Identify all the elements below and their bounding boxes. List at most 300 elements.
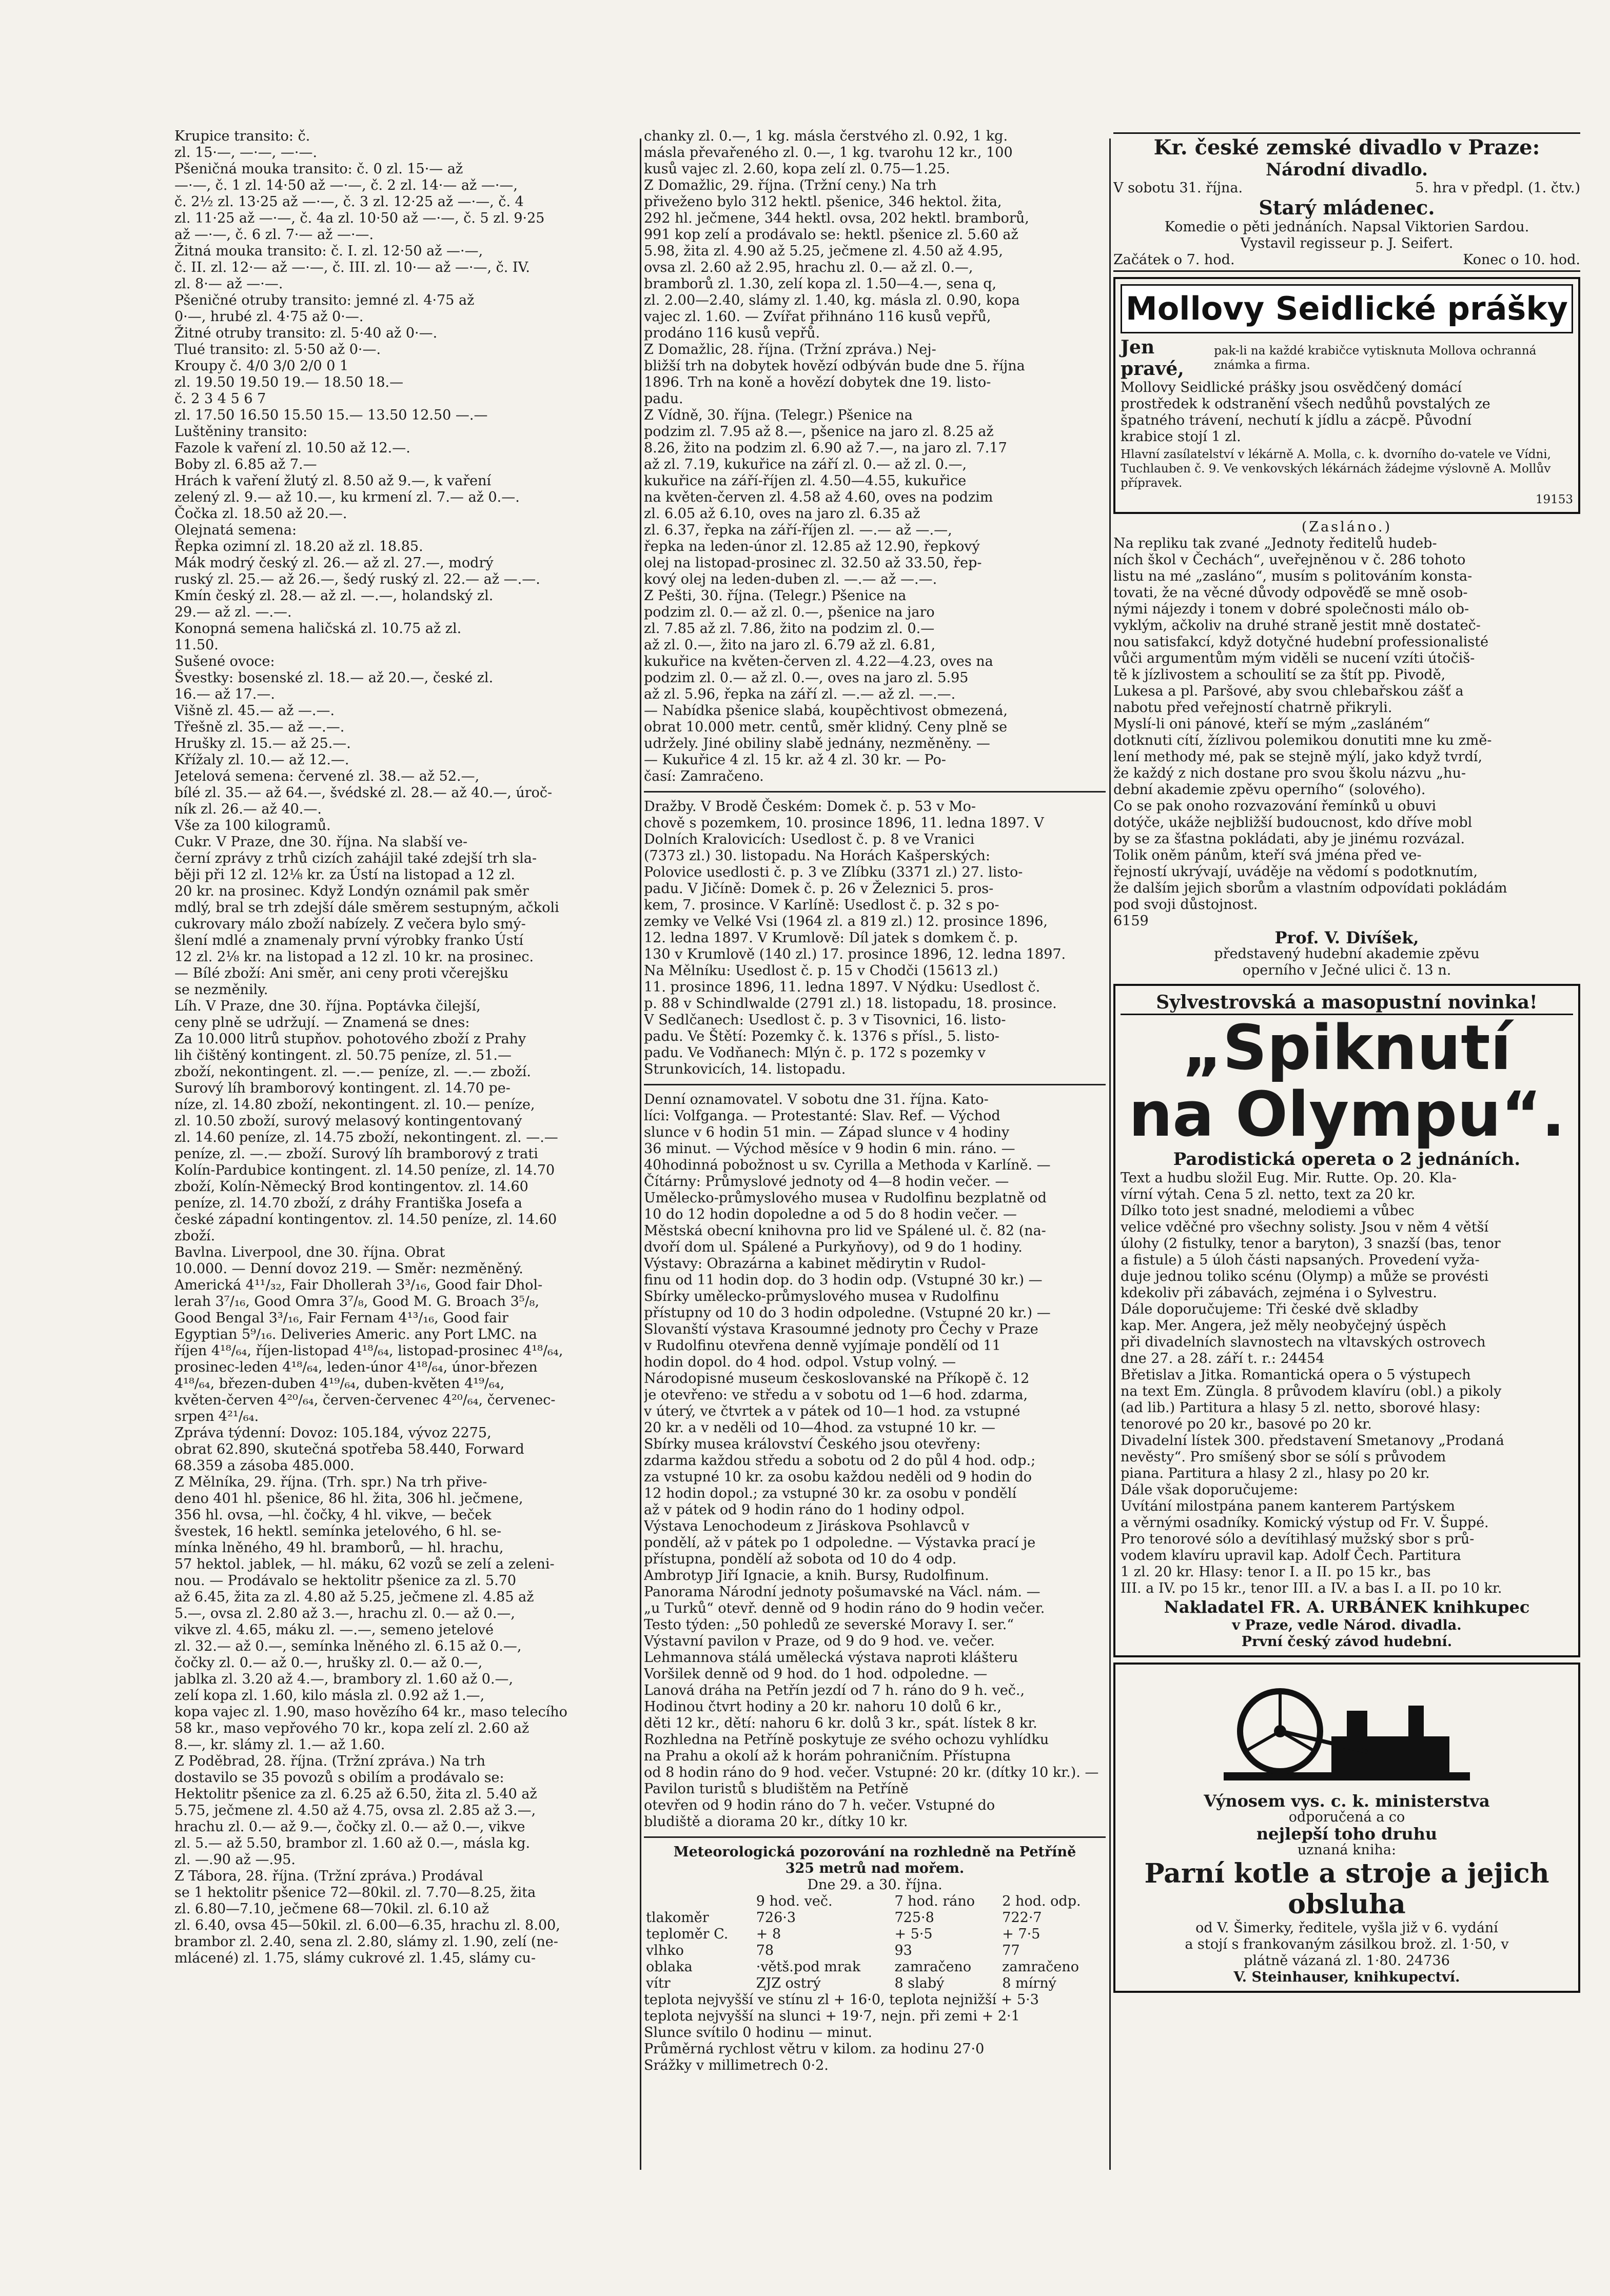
text-line: špatného trávení, nechutí k jídlu a zácpě. Původní — [1121, 412, 1472, 428]
text-line: Umělecko-průmyslového musea v Rudolfinu bezplatně od — [644, 1190, 1047, 1206]
text-line: Tolik oněm pánům, kteří svá jména před ve- — [1113, 847, 1422, 863]
text-line: Sbírky umělecko-průmyslového musea v Rudolfinu — [644, 1289, 999, 1304]
weather-cell: ZJZ ostrý — [756, 1975, 821, 1991]
text-line: deno 401 hl. pšenice, 86 hl. žita, 306 hl. ječmene, — [174, 1491, 523, 1507]
text-line: Slovanští výstava Krasoumné jednoty pro Čechy v Praze — [644, 1321, 1038, 1337]
text-line: černí zprávy z trhů cizích zahájil také zdejší trh sla- — [174, 850, 537, 866]
weather-cell: zamračeno — [894, 1959, 972, 1975]
text-line: tě k jízlivostem a schoulití se za štít pp. Pivodě, — [1113, 667, 1446, 683]
text-line: prosinec-leden 4¹⁸/₆₄, leden-únor 4¹⁸/₆₄, únor-březen — [174, 1359, 538, 1375]
bookshop-signature: V. Steinhauser, knihkupectví. — [1233, 1969, 1460, 1985]
text-line: zboží. — [174, 1228, 215, 1244]
text-line: olej na listopad-prosinec zl. 32.50 až 33.50, řep- — [644, 555, 982, 571]
weather-cell: vlhko — [646, 1943, 684, 1958]
text-line: Lukesa a pl. Paršové, aby svou chlebařskou zášť a — [1113, 683, 1464, 699]
text-line: podzim zl. 7.95 až 8.—, pšenice na jaro zl. 8.25 až — [644, 424, 994, 440]
weather-header-cell: 2 hod. odp. — [1002, 1893, 1081, 1909]
text-line: při divadelních slavnostech na vltavských ostrovech — [1121, 1334, 1486, 1350]
moll-ad-number: 19153 — [1535, 493, 1573, 506]
weather-cell: 77 — [1002, 1943, 1020, 1958]
text-line: ruský zl. 25.— až 26.—, šedý ruský zl. 22.— až —.—. — [174, 571, 540, 587]
steam-boiler-advertisement — [1113, 1662, 1580, 1993]
text-line: Dílko toto jest snadné, melodiemi a vůbec — [1121, 1203, 1415, 1219]
text-line: říjen 4¹⁸/₆₄, říjen-listopad 4¹⁸/₆₄, listopad-prosinec 4¹⁸/₆₄, — [174, 1343, 563, 1359]
theatre-director: Vystavil regisseur p. J. Seifert. — [1240, 235, 1454, 251]
text-line: Divadelní lístek 300. představení Smetanovy „Prodaná — [1121, 1433, 1504, 1449]
publisher-address: v Praze, vedle Národ. divadla. — [1232, 1617, 1462, 1633]
text-line: tenorové po 20 kr., basové po 20 kr. — [1121, 1416, 1372, 1432]
weather-header-cell: 9 hod. več. — [756, 1893, 833, 1909]
text-line: (7373 zl.) 30. listopadu. Na Horách Kašperských: — [644, 848, 990, 864]
text-line: v úterý, ve čtvrtek a v pátek od 10—1 hod. za vstupné — [644, 1403, 1020, 1419]
moll-advertisement — [1113, 277, 1580, 514]
text-line: otevřen od 9 hodin ráno do 7 h. večer. Vstupné do — [644, 1797, 995, 1813]
weather-cell: zamračeno — [1002, 1959, 1079, 1975]
text-line: zl. 19.50 19.50 19.— 18.50 18.— — [174, 374, 404, 390]
weather-title: Meteorologická pozorování na rozhledně na Petříně — [673, 1844, 1076, 1860]
text-line: Pro tenorové sólo a devítihlasý mužský sbor s prů- — [1121, 1531, 1475, 1547]
theatre-end: Konec o 10. hod. — [1463, 252, 1580, 268]
text-line: úlohy (2 fistulky, tenor a baryton), 3 snazší (bas, tenor — [1121, 1236, 1501, 1252]
auctions-notice — [644, 799, 1106, 1078]
recommended-text: odporučená a co — [1288, 1809, 1405, 1825]
text-line: — Bílé zboží: Ani směr, ani ceny proti včerejšku — [174, 965, 508, 981]
text-line: nou. — Prodávalo se hektolitr pšenice za zl. 5.70 — [174, 1573, 517, 1589]
text-line: „u Turků“ otevř. denně od 9 hodin ráno do 9 hodin večer. — [644, 1600, 1045, 1616]
text-line: Text a hudbu složil Eug. Mir. Rutte. Op. 20. Kla- — [1121, 1170, 1457, 1186]
text-line: běji při 12 zl. 12⅛ kr. za Ústí na listopad a 12 zl. — [174, 867, 515, 883]
ministry-decree: Výnosem vys. c. k. ministerstva — [1204, 1791, 1490, 1811]
text-line: Olejnatá semena: — [174, 522, 297, 538]
text-line: by se za šťastna pokládati, aby je jinému rozvázal. — [1113, 831, 1465, 847]
text-line: a fistule) a 5 úloh části napsaných. Provedení vyža- — [1121, 1252, 1480, 1268]
text-line: duje jednou toliko scénu (Olymp) a může se provésti — [1121, 1269, 1489, 1284]
text-line: bramborů zl. 1.30, zelí kopa zl. 1.50—4.—, sena q, — [644, 276, 997, 292]
weather-cell: 8 mírný — [1002, 1975, 1056, 1991]
text-line: č. 2½ zl. 13·25 až —·—, č. 3 zl. 12·25 až —·—, č. 4 — [174, 194, 524, 210]
text-line: ník zl. 26.— až 40.—. — [174, 801, 322, 817]
weather-note-line: teplota nejvyšší ve stínu zl + 16·0, teplota nejnižší + 5·3 — [644, 1992, 1039, 2008]
text-line: Višně zl. 45.— až —.—. — [174, 703, 335, 719]
text-line: Fazole k vaření zl. 10.50 až 12.—. — [174, 440, 410, 456]
weather-subtitle: 325 metrů nad mořem. — [785, 1860, 965, 1876]
weather-cell: vítr — [646, 1975, 671, 1991]
weather-header-cell: 7 hod. ráno — [894, 1893, 975, 1909]
text-line: 10 do 12 hodin dopoledne a od 5 do 8 hodin večer. — — [644, 1206, 1017, 1222]
weather-table — [644, 1893, 1106, 1992]
recognized-book: uznaná kniha: — [1297, 1842, 1397, 1858]
text-line: se nezměnily. — [174, 982, 268, 998]
text-line: Žitné otruby transito: zl. 5·40 až 0·—. — [174, 325, 438, 341]
text-line: Švestky: bosenské zl. 18.— až 20.—, české zl. — [174, 670, 494, 686]
theatre-notice — [1113, 132, 1580, 272]
text-line: děti 12 kr., dětí: nahoru 6 kr. dolů 3 kr., spát. lístek 8 kr. — [644, 1715, 1037, 1731]
text-line: chanky zl. 0.—, 1 kg. másla čerstvého zl. 0.92, 1 kg. — [644, 128, 1008, 144]
text-line: tovati, že na věcné důvody odpověďě se mně osob- — [1113, 585, 1468, 601]
text-line: listu na mé „zasláno“, musím s politováním konsta- — [1113, 568, 1472, 584]
text-line: dotýče, ukáže nejbližší budoucnost, kdo dříve mobl — [1113, 815, 1472, 830]
text-line: se 1 hektolitr pšenice 72—80kil. zl. 7.70—8.25, žita — [174, 1885, 536, 1901]
section-separator — [644, 1084, 1106, 1085]
text-line: zl. 17.50 16.50 15.50 15.— 13.50 12.50 —.— — [174, 407, 488, 423]
daily-announcer — [644, 1092, 1106, 1830]
text-line: a věrnými osadníky. Komický výstup od Fr. V. Šuppé. — [1121, 1515, 1489, 1531]
text-line: až zl. 5.96, řepka na září zl. —.— až zl. —.—. — [644, 686, 956, 702]
text-line: Výstava Lenochodeum z Jiráskova Psohlavců v — [644, 1518, 970, 1534]
best-of-kind: nejlepší toho druhu — [1256, 1824, 1438, 1844]
text-line: zl. 10.50 zboží, surový melasový kontingentovaný — [174, 1113, 522, 1129]
section-separator — [644, 1836, 1106, 1838]
text-line: od V. Šimerky, ředitele, vyšla již v 6. vydání — [1195, 1920, 1498, 1936]
text-line: až —·—, č. 6 zl. 7·— až —·—. — [174, 227, 374, 243]
weather-note-line: Slunce svítilo 0 hodinu — minut. — [644, 2025, 873, 2041]
text-line: že každý z nich dostane pro svou školu názvu „hu- — [1113, 765, 1466, 781]
text-line: 36 minut. — Východ měsíce v 9 hodin 6 min. ráno. — — [644, 1141, 1015, 1157]
publisher-name: Nakladatel FR. A. URBÁNEK knihkupec — [1164, 1597, 1530, 1617]
weather-cell: 78 — [756, 1943, 774, 1958]
text-line: Výstavy: Obrazárna a kabinet mědirytin v Rudol- — [644, 1256, 986, 1272]
text-line: Žitná mouka transito: č. I. zl. 12·50 až —·—, — [174, 243, 483, 259]
text-line: Polovice usedlosti č. p. 3 ve Zlíbku (3371 zl.) 27. listo- — [644, 864, 1023, 880]
text-line: 5.75, ječmene zl. 4.50 až 4.75, ovsa zl. 2.85 až 3.—, — [174, 1803, 536, 1818]
text-line: Břetislav a Jitka. Romantická opera o 5 výstupech — [1121, 1367, 1471, 1383]
weather-note-line: teplota nejvyšší na slunci + 19·7, nejn. při zemi + 2·1 — [644, 2008, 1020, 2024]
text-line: ovsa zl. 2.60 až 2.95, hrachu zl. 0.— až zl. 0.—, — [644, 260, 973, 275]
moll-genuine: Jen pravé, — [1121, 337, 1184, 380]
text-line: dne 27. a 28. září t. r.: 24454 — [1121, 1351, 1325, 1367]
text-line: 5.—, ovsa zl. 2.80 až 3.—, hrachu zl. 0.— až 0.—, — [174, 1606, 516, 1621]
zaslano-title: (Zasláno.) — [1301, 519, 1392, 535]
weather-cell: + 5·5 — [894, 1926, 933, 1942]
text-line: 20 kr. na prosinec. Když Londýn oznámil pak směr — [174, 883, 529, 899]
text-line: Luštěniny transito: — [174, 424, 308, 440]
steam-engine-illustration — [1213, 1675, 1480, 1788]
text-line: švestek, 16 hektl. semínka jetelového, 6 hl. se- — [174, 1523, 502, 1539]
text-line: Hodinou čtvrt hodiny a 20 kr. nahoru 10 dolů 6 kr., — [644, 1699, 1002, 1715]
text-line: lih čištěný kontingent. zl. 50.75 peníze, zl. 51.— — [174, 1047, 512, 1063]
text-line: Ambrotyp Jiří Ignacie, a knih. Bursy, Rudolfinum. — [644, 1568, 989, 1584]
text-line: na Prahu a okolí až k horám pohraničním. Přístupna — [644, 1748, 1011, 1764]
text-line: Líh. V Praze, dne 30. října. Poptávka čilejší, — [174, 998, 481, 1014]
text-line: prostředek k odstranění všech nedůhů povstalých ze — [1121, 396, 1490, 412]
text-line: Denní oznamovatel. V sobotu dne 31. října. Kato- — [644, 1092, 989, 1107]
text-line: vyklým, ačkoliv na druhé straně jestit mně dostateč- — [1113, 618, 1481, 634]
theatre-repertoire: 5. hra v předpl. (1. čtv.) — [1415, 180, 1580, 196]
text-line: 12 zl. 2⅛ kr. na listopad a 12 zl. 10 kr. na prosinec. — [174, 949, 534, 965]
text-line: Bavlna. Liverpool, dne 30. října. Obrat — [174, 1244, 445, 1260]
text-line: č. 2 3 4 5 6 7 — [174, 391, 266, 407]
advertisements-column — [1113, 128, 1580, 2180]
text-line: až zl. 0.—, žito na jaro zl. 6.79 až zl. 6.81, — [644, 637, 936, 653]
text-line: přístupna, pondělí až sobota od 10 do 4 odp. — [644, 1551, 957, 1567]
theatre-date: V sobotu 31. října. — [1113, 180, 1243, 196]
text-line: vodem klavíru upravil kap. Adolf Čech. Partitura — [1121, 1548, 1461, 1563]
text-line: Kolín-Pardubice kontingent. zl. 14.50 peníze, zl. 14.70 — [174, 1162, 555, 1178]
text-line: (ad lib.) Partitura a hlasy 5 zl. netto, sborové hlasy: — [1121, 1400, 1481, 1416]
text-line: Tlué transito: zl. 5·50 až 0·—. — [174, 342, 381, 358]
text-line: III. a IV. po 15 kr., tenor III. a IV. a bas I. a II. po 10 kr. — [1121, 1580, 1502, 1596]
text-line: Mák modrý český zl. 26.— až zl. 27.—, modrý — [174, 555, 494, 571]
text-line: časí: Zamračeno. — [644, 768, 764, 784]
text-line: másla převařeného zl. 0.—, 1 kg. tvarohu 12 kr., 100 — [644, 145, 1013, 161]
text-line: Panorama Národní jednoty pošumavské na Václ. nám. — — [644, 1584, 1040, 1600]
text-line: bludiště a diorama 20 kr., dítky 10 kr. — [644, 1814, 908, 1830]
text-line: Z Poděbrad, 28. října. (Tržní zpráva.) Na trh — [174, 1753, 486, 1769]
text-line: Z Pešti, 30. října. (Telegr.) Pšenice na — [644, 588, 907, 604]
weather-row — [644, 1943, 1106, 1959]
text-line: až zl. 7.19, kukuřice na září zl. 0.— až zl. 0.—, — [644, 457, 967, 472]
theatre-description: Komedie o pěti jednáních. Napsal Viktorien Sardou. — [1164, 219, 1529, 235]
text-line: pondělí, až v pátek po 1 odpoledne. — Výstavka prací je — [644, 1535, 1036, 1551]
text-line: Kmín český zl. 28.— až zl. —.—, holandský zl. — [174, 588, 494, 604]
text-line: vajec zl. 1.60. — Zvířat přihnáno 116 kusů vepřů, — [644, 309, 991, 325]
market-reports-continued — [644, 128, 1106, 785]
text-line: kukuřice na květen-červen zl. 4.22—4.23, oves na — [644, 654, 993, 669]
moll-description — [1121, 380, 1573, 445]
text-line: padu. — [644, 391, 683, 407]
theatre-play-title: Starý mládenec. — [1259, 196, 1435, 219]
text-line: ních škol v Čechách“, uveřejněnou v č. 286 tohoto — [1113, 552, 1466, 568]
weather-notes — [644, 1992, 1106, 2074]
text-line: zl. 5.— až 5.50, brambor zl. 1.60 až 0.—, másla kg. — [174, 1835, 531, 1851]
text-line: Uvítání milostpána panem kanterem Partýskem — [1121, 1498, 1456, 1514]
text-line: až 6.45, žita za zl. 4.80 až 5.25, ječmene zl. 4.85 až — [174, 1589, 534, 1605]
zaslano-letter — [1113, 536, 1580, 929]
weather-date: Dne 29. a 30. října. — [807, 1877, 943, 1893]
text-line: zl. —.90 až —.95. — [174, 1852, 296, 1868]
spiknuti-advertisement — [1113, 984, 1580, 1657]
text-line: 4¹⁸/₆₄, březen-duben 4¹⁹/₆₄, duben-květen 4¹⁹/₆₄, — [174, 1376, 505, 1392]
text-line: obrat 62.890, skutečná spotřeba 58.440, Forward — [174, 1441, 524, 1457]
text-line: Dolních Kralovicích: Usedlost č. p. 8 ve Vranici — [644, 832, 975, 847]
moll-footer: Hlavní zasílatelství v lékárně A. Molla, c. k. dvorního do-vatele ve Vídni, Tuchlauben č. 9. Ve venkovských lékárnách žádejme výslovně A. Mollův přípravek. — [1121, 448, 1551, 490]
text-line: Křížaly zl. 10.— až 12.—. — [174, 752, 349, 768]
text-line: 5.98, žita zl. 4.90 až 5.25, ječmene zl. 4.50 až 4.95, — [644, 243, 1003, 259]
text-line: Výstavní pavilon v Praze, od 9 do 9 hod. ve. večer. — [644, 1633, 995, 1649]
text-line: p. 88 v Schindlwalde (2791 zl.) 18. listopadu, 18. prosince. — [644, 996, 1057, 1012]
text-line: Dále doporučujeme: Tři české dvě skladby — [1121, 1301, 1419, 1317]
weather-note-line: Průměrná rychlost větru v kilom. za hodinu 27·0 — [644, 2041, 985, 2057]
column-rule — [1109, 138, 1111, 2170]
moll-band: Mollovy Seidlické prášky — [1121, 284, 1573, 333]
weather-cell: 722·7 — [1002, 1910, 1042, 1926]
section-separator — [644, 791, 1106, 793]
text-line: zdarma každou středu a sobotu od 2 do půl 4 hod. odp.; — [644, 1453, 1036, 1469]
text-line: Čítárny: Průmyslové jednoty od 4—8 hodin večer. — — [644, 1174, 1009, 1190]
market-reports-column — [174, 128, 636, 2180]
text-line: 356 hl. ovsa, —hl. čočky, 4 hl. vikve, — beček — [174, 1507, 492, 1523]
text-line: krabice stojí 1 zl. — [1121, 429, 1241, 445]
text-line: Boby zl. 6.85 až 7.— — [174, 457, 317, 472]
text-line: slunce v 6 hodin 51 min. — Západ slunce v 4 hodiny — [644, 1124, 1010, 1140]
weather-cell: 725·8 — [894, 1910, 934, 1926]
text-line: a stojí s frankovaným zásilkou brož. zl. 1·50, v — [1185, 1936, 1509, 1952]
text-line: Na Mělníku: Usedlost č. p. 15 v Chodči (15613 zl.) — [644, 963, 998, 979]
text-line: mlácené) zl. 1.75, slámy cukrové zl. 1.45, slámy cu- — [174, 1950, 536, 1966]
text-line: šlení mdlé a znamenaly první výrobky franko Ústí — [174, 933, 523, 948]
text-line: Jetelová semena: červené zl. 38.— až 52.—, — [174, 768, 480, 784]
text-line: lerah 3⁷/₁₆, Good Omra 3⁷/₈, Good M. G. Broach 3⁵/₈, — [174, 1294, 540, 1310]
text-line: pod svoji důstojnost. — [1113, 897, 1258, 913]
text-line: udržely. Jiné obiliny slabě jednány, nezměněny. — — [644, 736, 990, 751]
parodia-description — [1121, 1170, 1573, 1597]
text-line: podzim zl. 0.— až zl. 0.—, pšenice na jaro — [644, 604, 935, 620]
text-line: 292 hl. ječmene, 344 hektl. ovsa, 202 hektl. bramborů, — [644, 210, 1029, 226]
text-line: 8.26, žito na podzim zl. 6.90 až 7.—, na jaro zl. 7.17 — [644, 440, 1007, 456]
text-line: mdlý, bral se trh zdejší dále směrem sestupným, ačkoli — [174, 900, 559, 916]
weather-cell: + 7·5 — [1002, 1926, 1040, 1942]
text-line: Sušené ovoce: — [174, 654, 275, 669]
theatre-times-row — [1113, 252, 1580, 268]
text-line: zl. 8·— až —·—. — [174, 276, 283, 292]
signature-address: operního v Ječné ulici č. 13 n. — [1242, 962, 1451, 978]
weather-note-line: Srážky v millimetrech 0·2. — [644, 2057, 829, 2073]
text-line: 57 hektol. jablek, — hl. máku, 62 vozů se zelí a zeleni- — [174, 1556, 555, 1572]
weather-cell: ·větš.pod mrak — [756, 1959, 861, 1975]
text-line: Surový líh bramborový kontingent. zl. 14.70 pe- — [174, 1080, 511, 1096]
text-line: české západní kontingentov. zl. 14.50 peníze, zl. 14.60 — [174, 1212, 557, 1228]
text-line: Řepka ozimní zl. 18.20 až zl. 18.85. — [174, 539, 423, 555]
text-line: Co se pak onoho rozvazování řemínků u obuvi — [1113, 798, 1437, 814]
text-line: Konopná semena haličská zl. 10.75 až zl. — [174, 621, 462, 637]
text-line: že dalším jejich sborům a vlastním odpovídati pokládám — [1113, 880, 1507, 896]
text-line: nými nájezdy i tonem v dobré společnosti málo ob- — [1113, 601, 1469, 617]
text-line: Good Bengal 3³/₁₆, Fair Fernam 4¹³/₁₆, Good fair — [174, 1310, 508, 1326]
text-line: od 8 hodin ráno do 9 hod. večer. Vstupné: 20 kr. (dítky 10 kr.). — — [644, 1765, 1099, 1780]
signature-role: představený hudební akademie zpěvu — [1214, 946, 1480, 962]
text-line: na text Em. Züngla. 8 průvodem klavíru (obl.) a pikoly — [1121, 1383, 1502, 1399]
text-line: kap. Mer. Angera, jež měly neobyčejný úspěch — [1121, 1318, 1447, 1334]
text-line: vůči argumentům mým viděli se nucení vzíti útočiš- — [1113, 650, 1475, 666]
text-line: bližší trh na dobytek hovězí odbýván bude dne 5. října — [644, 358, 1025, 374]
text-line: peníze, zl. —.— zboží. Surový líh bramborový z trati — [174, 1146, 538, 1162]
text-line: 1 zl. 20 kr. Hlasy: tenor I. a II. po 15 kr., bas — [1121, 1564, 1431, 1580]
text-line: dvoří dom ul. Spálené a Purkyňovy), od 9 do 1 hodiny. — [644, 1239, 1023, 1255]
text-line: brambor zl. 2.40, sena zl. 2.80, slámy zl. 1.90, zelí (ne- — [174, 1934, 558, 1950]
text-line: srpen 4²¹/₆₄. — [174, 1409, 259, 1424]
text-line: 20 kr. a v neděli od 10—4hod. za vstupné 10 kr. — — [644, 1420, 996, 1436]
text-line: zl. 32.— až 0.—, semínka lněného zl. 6.15 až 0.—, — [174, 1638, 522, 1654]
text-line: Lehmannova stálá umělecká výstava naproti klášteru — [644, 1650, 1018, 1666]
text-line: zl. 6.05 až 6.10, oves na jaro zl. 6.35 až — [644, 506, 920, 522]
olympu-title: na Olympu“. — [1128, 1079, 1565, 1151]
text-line: Pavilon turistů s bludištěm na Petříně — [644, 1781, 909, 1797]
sylvestr-banner: Sylvestrovská a masopustní novinka! — [1121, 991, 1573, 1015]
text-line: zemky ve Velké Vsi (1964 zl. a 819 zl.) 12. prosince 1896, — [644, 914, 1048, 929]
text-line: zl. 11·25 až —·—, č. 4a zl. 10·50 až —·—, č. 5 zl. 9·25 — [174, 210, 545, 226]
text-line: kový olej na leden-duben zl. —.— až —.—. — [644, 571, 937, 587]
text-line: 991 kop zelí a prodávalo se: hektl. pšenice zl. 5.60 až — [644, 227, 1018, 243]
text-line: 8.—, kr. slámy zl. 1.— až 1.60. — [174, 1737, 385, 1753]
markets-and-notices-column — [644, 128, 1106, 2180]
text-line: mínka lněného, 49 hl. bramborů, — hl. hrachu, — [174, 1540, 504, 1556]
text-line: 12. ledna 1897. V Krumlově: Díl jatek s domkem č. p. — [644, 930, 1018, 946]
text-line: kusů vajec zl. 2.60, kopa zelí zl. 0.75—1.25. — [644, 161, 950, 177]
column-rule — [640, 138, 641, 2170]
text-line: plátně vázaná zl. 1·80. 24736 — [1244, 1953, 1450, 1969]
text-line: přiveženo bylo 312 hektl. pšenice, 346 hektol. žita, — [644, 194, 1002, 210]
weather-cell: tlakoměr — [646, 1910, 709, 1926]
text-line: Za 10.000 litrů stupňov. pohotového zboží z Prahy — [174, 1031, 526, 1047]
text-line: 29.— až zl. —.—. — [174, 604, 292, 620]
text-line: podzim zl. 0.— až zl. 0.—, oves na jaro zl. 5.95 — [644, 670, 969, 686]
text-line: padu. Ve Štětí: Pozemky č. k. 1376 s přísl., 5. listo- — [644, 1028, 999, 1044]
weather-row — [644, 1910, 1106, 1926]
text-line: dostavilo se 35 povozů s obilím a prodávalo se: — [174, 1770, 504, 1786]
parodia-subtitle: Parodistická opereta o 2 jednáních. — [1173, 1149, 1521, 1170]
text-line: Rozhledna na Petříně poskytuje ze svého ochozu vyhlídku — [644, 1732, 1049, 1748]
text-line: Krupice transito: č. — [174, 128, 310, 144]
text-line: — Kukuřice 4 zl. 15 kr. až 4 zl. 30 kr. — Po- — [644, 752, 946, 768]
text-line: cukrovary málo zboží nabízely. Z večera bylo smý- — [174, 916, 526, 932]
text-line: Z Vídně, 30. října. (Telegr.) Pšenice na — [644, 407, 913, 423]
weather-cell: 93 — [894, 1943, 912, 1958]
text-line: Čočka zl. 18.50 až 20.—. — [174, 506, 347, 522]
text-line: Mollovy Seidlické prášky jsou osvědčený domácí — [1121, 380, 1462, 395]
text-line: piana. Partitura a hlasy 2 zl., hlasy po 20 kr. — [1121, 1466, 1430, 1481]
text-line: Z Domažlic, 28. října. (Tržní zpráva.) Nej- — [644, 342, 936, 358]
text-line: velice vděčné pro všechny solisty. Jsou v něm 4 větší — [1121, 1219, 1489, 1235]
text-line: níze, zl. 14.80 zboží, nekontingent. zl. 10.— peníze, — [174, 1097, 535, 1113]
text-line: za vstupné 10 kr. za osobu každou neděli od 9 hodin do — [644, 1469, 1032, 1485]
text-line: Hrušky zl. 15.— až 25.—. — [174, 736, 351, 751]
text-line: Egyptian 5⁹/₁₆. Deliveries Americ. any Port LMC. na — [174, 1327, 537, 1342]
text-line: chově s pozemkem, 10. prosince 1896, 11. ledna 1897. V — [644, 815, 1044, 831]
text-line: obrat 10.000 metr. centů, směr klidný. Ceny plně se — [644, 719, 1008, 735]
text-line: zl. 6.37, řepka na září-říjen zl. —.— až —.—, — [644, 522, 952, 538]
weather-cell: oblaka — [646, 1959, 693, 1975]
weather-header-row — [644, 1893, 1106, 1910]
weather-cell: teploměr C. — [646, 1926, 729, 1942]
text-line: 58 kr., maso vepřového 70 kr., kopa zelí zl. 2.60 až — [174, 1720, 529, 1736]
theatre-subtitle: Národní divadlo. — [1265, 160, 1428, 180]
text-line: ceny plně se udržují. — Znamená se dnes: — [174, 1015, 470, 1031]
text-line: prodáno 116 kusů vepřů. — [644, 325, 820, 341]
text-line: Z Mělníka, 29. října. (Trh. spr.) Na trh přive- — [174, 1474, 487, 1490]
text-line: Z Domažlic, 29. října. (Tržní ceny.) Na trh — [644, 177, 937, 193]
text-line: kem, 7. prosince. V Karlíně: Usedlost č. p. 32 s po- — [644, 897, 999, 913]
text-line: 1896. Trh na koně a hovězí dobytek dne 19. listo- — [644, 374, 991, 390]
text-line: 0·—, hrubé zl. 4·75 až 0·—. — [174, 309, 364, 325]
text-line: čočky zl. 0.— až 0.—, hrušky zl. 0.— až 0.—, — [174, 1655, 483, 1671]
text-line: Pšeničná mouka transito: č. 0 zl. 15·— až — [174, 161, 463, 177]
text-line: nou satisfakcí, když dotyčné hudební professionalisté — [1113, 634, 1489, 650]
book-title: Parní kotle a stroje a jejich obsluha — [1144, 1858, 1549, 1920]
text-line: Z Tábora, 28. října. (Tržní zpráva.) Prodával — [174, 1868, 483, 1884]
text-line: 12 hodin dopol.; za vstupné 30 kr. za osobu v pondělí — [644, 1486, 1017, 1501]
weather-cell: 726·3 — [756, 1910, 796, 1926]
text-line: zl. 6.80—7.10, ječmene 68—70kil. zl. 6.10 až — [174, 1901, 489, 1917]
theatre-date-row — [1113, 180, 1580, 196]
text-line: květen-červen 4²⁰/₆₄, červen-červenec 4²⁰/₆₄, červenec- — [174, 1392, 556, 1408]
text-line: nabotu před veřejností chatrně přikryli. — [1113, 700, 1392, 716]
text-line: Vše za 100 kilogramů. — [174, 818, 331, 834]
text-line: Zpráva týdenní: Dovoz: 105.184, vývoz 2275, — [174, 1425, 492, 1441]
text-line: je otevřeno: ve středu a v sobotu od 1—6 hod. zdarma, — [644, 1387, 1028, 1403]
weather-row — [644, 1926, 1106, 1943]
text-line: zl. 6.40, ovsa 45—50kil. zl. 6.00—6.35, hrachu zl. 8.00, — [174, 1917, 560, 1933]
text-line: líci: Volfganga. — Protestanté: Slav. Ref. — Východ — [644, 1108, 1000, 1124]
weather-row — [644, 1975, 1106, 1992]
text-line: zelí kopa zl. 1.60, kilo másla zl. 0.92 až 1.—, — [174, 1688, 485, 1704]
text-line: V Sedlčanech: Usedlost č. p. 3 v Tisovnici, 16. listo- — [644, 1012, 1006, 1028]
text-line: Pšeničné otruby transito: jemné zl. 4·75 až — [174, 292, 475, 308]
text-line: zboží, Kolín-Německý Brod kontingentov. zl. 14.60 — [174, 1179, 528, 1195]
text-line: —·—, č. 1 zl. 14·50 až —·—, č. 2 zl. 14·— až —·—, — [174, 177, 518, 193]
text-line: hodin dopol. do 4 hod. odpol. Vstup volný. — — [644, 1354, 956, 1370]
text-line: 40hodinná pobožnost u sv. Cyrilla a Methoda v Karlíně. — — [644, 1157, 1051, 1173]
text-line: jablka zl. 3.20 až 4.—, brambory zl. 1.60 až 0.—, — [174, 1671, 514, 1687]
